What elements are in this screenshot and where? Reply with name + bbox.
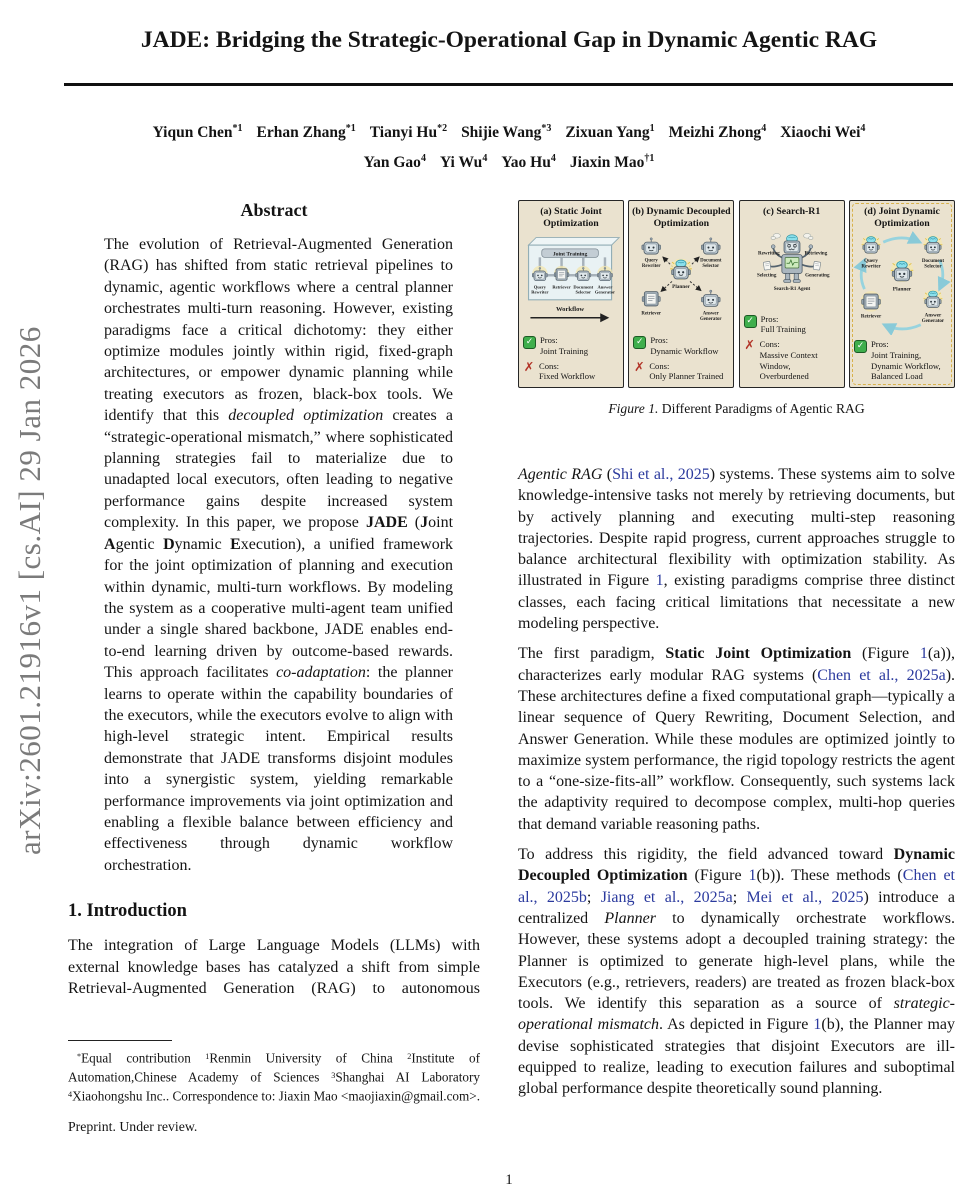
pros-row: ✓ Pros: Full Training [744, 314, 840, 335]
svg-text:Retriever: Retriever [860, 313, 882, 320]
query-rewriter-robot-icon [862, 235, 881, 254]
svg-text:Generator: Generator [594, 289, 615, 295]
cross-icon: ✗ [634, 358, 645, 374]
citation-link[interactable]: 1 [813, 1016, 822, 1034]
panel-c-title: (c) Search-R1 [763, 206, 821, 217]
figure-caption-text: Different Paradigms of Agentic RAG [658, 401, 865, 416]
author-line-1 [64, 116, 954, 146]
panel-a-title: (a) Static Joint Optimization [540, 206, 602, 229]
answer-generator-robot-icon [702, 290, 721, 306]
paper-title: JADE: Bridging the Strategic-Operational Gap in Dynamic Agentic RAG [140, 27, 878, 53]
author: Erhan Zhang$^{*1}$ [256, 123, 356, 142]
abstract-text: The evolution of Retrieval-Augmented Generation (RAG) has shifted from static retrieval pipelines to dynamic, agentic workflows where a central planner orchestrates multi-turn reasoning. However, existing paradigms face a critical dichotomy: they either optimize modules jointly within rigid, fixed-graph architectures, or empower dynamic planning while treating executors as frozen, black-box tools. We identify that this decoupled optimization creates a “strategic-operational mismatch,” where sophisticated planning strategies fail to materialize due to unadapted local executors, often leading to negative performance gains despite increased system complexity. In this paper, we propose JADE (Joint Agentic Dynamic Execution), a unified framework for the joint optimization of planning and execution within dynamic, multi-turn workflows. By modeling the system as a cooperative multi-agent team unified under a single shared backbone, JADE enables end-to-end learning driven by outcome-based rewards. This approach facilitates co-adaptation: the planner learns to operate within the capability boundaries of the executors, while the executors evolve to align with high-level strategic intent. Empirical results demonstrate that JADE transforms disjoint modules into a synergistic system, yielding remarkable performance improvements via joint optimization and enabling a flexible balance between efficiency and effectiveness through dynamic workflow orchestration. [104, 236, 454, 874]
answer-generator-robot-icon [923, 290, 942, 309]
figure-panel-d [849, 200, 955, 388]
svg-text:Rewriter: Rewriter [861, 263, 881, 270]
figure-1 [518, 200, 955, 388]
svg-text:Answer: Answer [924, 312, 942, 319]
author: Yi Wu$^4$ [439, 153, 488, 172]
citation-link[interactable]: Chen et al., 2025b [518, 867, 956, 906]
cons-row: ✗ Cons: Massive Context Window, Overburdened [744, 337, 818, 382]
svg-text:Document: Document [700, 258, 722, 264]
author: Jiaxin Mao$^{\dagger 1}$ [569, 153, 655, 172]
svg-text:Retrieving: Retrieving [804, 250, 827, 257]
author: Tianyi Hu$^{*2}$ [369, 123, 448, 142]
document-selector-robot-icon [923, 235, 942, 254]
check-icon: ✓ [744, 315, 757, 328]
author: Zixuan Yang$^1$ [565, 123, 655, 142]
check-icon: ✓ [523, 336, 536, 349]
svg-text:Rewriting: Rewriting [757, 250, 780, 257]
svg-text:Retriever: Retriever [552, 284, 571, 290]
figure-caption [518, 401, 955, 417]
right-column-text [518, 464, 955, 1100]
panel-c-diagram [742, 230, 842, 310]
author-block [64, 116, 954, 176]
cons-row: ✗ Cons: Only Planner Trained [634, 358, 724, 382]
pros-row: ✓ Pros: Joint Training, Dynamic Workflow, Balanced Load [854, 339, 950, 382]
check-icon: ✓ [854, 340, 867, 353]
footnote-rule [68, 1040, 172, 1041]
cons-row: ✗ Cons: Fixed Workflow [523, 358, 596, 382]
body-paragraph: Agentic RAG (Shi et al., 2025) systems. These systems aim to solve knowledge-intensive tasks not merely by retrieving documents, but by actively planning and executing multi-step reasoning trajectories. Despite rapid progress, current approaches struggle to balance architectural flexibility with optimization stability. As illustrated in Figure 1, existing paradigms comprise three distinct classes, each facing critical limitations that necessitate a new modeling perspective. [518, 466, 955, 633]
citation-link[interactable]: 1 [748, 867, 757, 885]
svg-text:Rewriter: Rewriter [531, 289, 549, 295]
planner-robot-icon [671, 258, 693, 280]
left-column [68, 200, 480, 999]
introduction-paragraph: The integration of Large Language Models (LLMs) with external knowledge bases has catalyzed a shift from simple Retrieval-Augmented Generation (RAG) to autonomous [68, 937, 480, 997]
preprint-note: Preprint. Under review. [68, 1119, 198, 1135]
check-icon: ✓ [633, 336, 646, 349]
query-rewriter-robot-icon [642, 238, 661, 254]
cross-icon: ✗ [523, 358, 535, 374]
panel-d-proscons [852, 335, 952, 382]
citation-link[interactable]: 1 [919, 645, 928, 663]
document-selector-robot-icon [702, 238, 721, 254]
svg-text:Selector: Selector [575, 289, 592, 295]
page-number: 1 [505, 1172, 513, 1188]
svg-text:Generator: Generator [700, 316, 722, 322]
svg-text:Generating: Generating [804, 272, 830, 279]
panel-d-title: (d) Joint Dynamic Optimization [864, 206, 940, 229]
svg-text:Rewriter: Rewriter [642, 263, 661, 269]
agent-label: Search-R1 Agent [773, 286, 810, 293]
workflow-label: Workflow [555, 306, 585, 314]
svg-text:Selecting: Selecting [756, 272, 777, 279]
svg-text:Planner: Planner [672, 284, 691, 291]
cross-icon: ✗ [744, 337, 755, 353]
author: Yan Gao$^4$ [363, 153, 426, 172]
figure-panel-c [739, 200, 845, 388]
svg-text:Planner: Planner [892, 286, 912, 293]
svg-text:Answer: Answer [597, 284, 613, 290]
planner-robot-icon [891, 260, 914, 283]
panel-a-proscons [521, 331, 621, 382]
svg-text:Document: Document [921, 257, 945, 264]
author: Yiqun Chen$^{*1}$ [152, 123, 243, 142]
arxiv-watermark: arXiv:2601.21916v1 [cs.AI] 29 Jan 2026 [12, 326, 47, 856]
pros-row: ✓ Pros: Dynamic Workflow [633, 335, 729, 356]
svg-text:Retriever: Retriever [641, 311, 662, 317]
author: Xiaochi Wei$^4$ [780, 123, 866, 142]
panel-a-diagram [521, 230, 621, 324]
retriever-icon [554, 269, 569, 281]
author: Meizhi Zhong$^4$ [668, 123, 767, 142]
panel-b-diagram [631, 230, 731, 331]
citation-link[interactable]: 1 [655, 572, 664, 590]
svg-text:Query: Query [644, 258, 659, 264]
citation-link[interactable]: Shi et al., 2025 [612, 466, 710, 483]
svg-text:Answer: Answer [703, 311, 720, 317]
svg-text:Query: Query [533, 284, 547, 290]
footnote-text: *Equal contribution $^1$Renmin University of China $^2$Institute of Automation,Chinese Academy of Sciences $^3$Shanghai AI Laboratory $^4$Xiaohongshu Inc.. Correspondence to: Jiaxin Mao <maojiaxin@gmail.com>. [68, 1051, 481, 1104]
author-line-2 [64, 146, 954, 176]
retriever-icon [643, 292, 661, 306]
panel-b-title: (b) Dynamic Decoupled Optimization [632, 206, 731, 229]
author: Yao Hu$^4$ [501, 153, 556, 172]
retriever-icon [862, 294, 881, 309]
section-heading-introduction: 1. Introduction [68, 901, 187, 922]
citation-link[interactable]: Chen et al., 2025a [817, 666, 946, 684]
svg-text:Selector: Selector [702, 263, 720, 269]
panel-c-proscons [742, 310, 842, 382]
svg-text:Selector: Selector [924, 263, 942, 270]
footnote-block [68, 1040, 480, 1135]
pros-row: ✓ Pros: Joint Training [523, 335, 619, 356]
panel-b-proscons [631, 331, 731, 382]
author: Shijie Wang$^{*3}$ [461, 123, 552, 142]
figure-panel-a [518, 200, 624, 388]
robot-legs [783, 273, 800, 282]
title-rule [64, 83, 953, 86]
svg-text:Document: Document [573, 284, 594, 290]
citation-link[interactable]: Jiang et al., 2025a [600, 888, 733, 906]
joint-training-label: Joint Training [552, 251, 588, 258]
body-paragraph: To address this rigidity, the field advanced toward Dynamic Decoupled Optimization (Figure 1(b)). These methods (Chen et al., 2025b; Jiang et al., 2025a; Mei et al., 2025) introduce a centralized Planner to dynamically orchestrate workflows. However, these systems adopt a decoupled training strategy: the Planner is optimized to generate high-level plans, while the Executors (e.g., retrievers, readers) are treated as frozen black-box tools. We identify this separation as a source of strategic-operational mismatch. As depicted in Figure 1(b), the Planner may devise sophisticated strategies that disjoint Executors are ill-equipped to realize, leading to execution failures and suboptimal global performance despite theoretically sound planning. [518, 846, 956, 1098]
citation-link[interactable]: Mei et al., 2025 [746, 888, 864, 906]
abstract-heading: Abstract [240, 200, 308, 220]
panel-d-diagram [852, 230, 952, 335]
body-paragraph: The first paradigm, Static Joint Optimization (Figure 1(a)), characterizes early modular RAG systems (Chen et al., 2025a). These architectures define a fixed computational graph—typically a linear sequence of Query Rewriting, Document Selection, and Answer Generation. While these modules are optimized jointly to maximize system performance, the rigid topology restricts the agent to a “one-size-fits-all” workflow. Consequently, such systems lack the adaptivity required to decompose complex, multi-hop queries that demand variable reasoning paths. [518, 645, 956, 833]
figure-caption-label: Figure 1. [608, 401, 659, 416]
svg-text:Generator: Generator [921, 317, 945, 324]
figure-panel-b [628, 200, 734, 388]
right-column [518, 200, 955, 1109]
svg-text:Query: Query [864, 257, 878, 264]
